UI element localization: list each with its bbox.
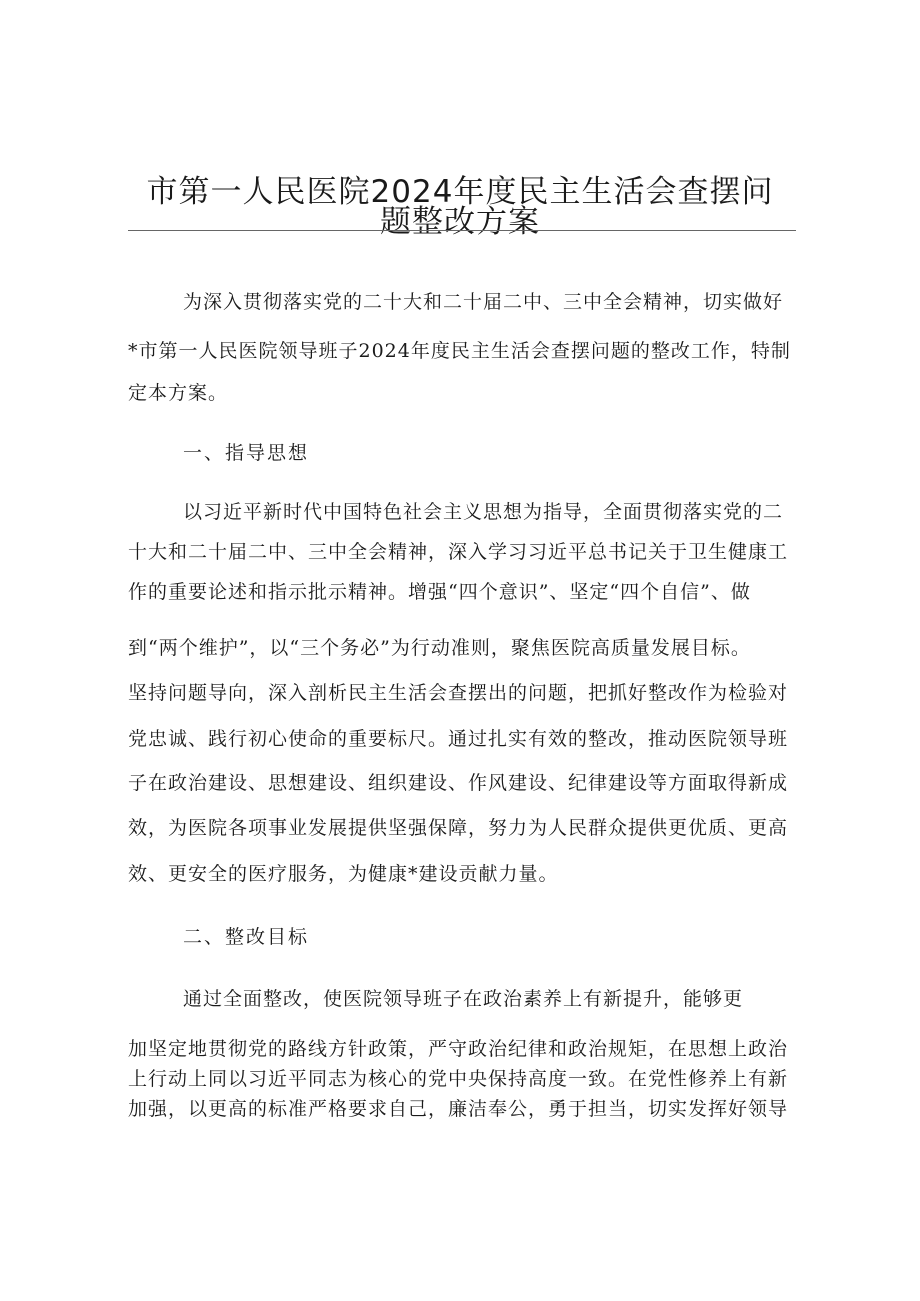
paragraph-line: 党忠诚、践行初心使命的重要标尺。通过扎实有效的整改，推动医院领导班 (128, 728, 789, 750)
paragraph-line: 到“两个维护”，以“三个务必”为行动准则，聚焦医院高质量发展目标。 (128, 637, 751, 659)
paragraph-line: 子在政治建设、思想建设、组织建设、作风建设、纪律建设等方面取得新成 (128, 772, 789, 794)
paragraph-line: 作的重要论述和指示批示精神。增强“四个意识”、坚定“四个自信”、做 (128, 581, 751, 603)
paragraph-line: 效，为医院各项事业发展提供坚强保障，努力为人民群众提供更优质、更高 (128, 817, 789, 839)
intro-line: 定本方案。 (128, 382, 229, 404)
intro-line: 为深入贯彻落实党的二十大和二十届二中、三中全会精神，切实做好 (183, 291, 784, 313)
paragraph-line: 十大和二十届二中、三中全会精神，深入学习习近平总书记关于卫生健康工 (128, 541, 789, 563)
paragraph-line: 加坚定地贯彻党的路线方针政策，严守政治纪律和政治规矩，在思想上政治 (128, 1038, 789, 1060)
section-heading-guiding-thought: 一、指导思想 (183, 442, 310, 464)
document-title-line-2: 题整改方案 (380, 204, 540, 240)
section-heading-rectification-goals: 二、整改目标 (183, 926, 310, 948)
document-title-line-1: 市第一人民医院2024年度民主生活会查摆问 (146, 174, 774, 210)
paragraph-line: 加强，以更高的标准严格要求自己，廉洁奉公，勇于担当，切实发挥好领导 (128, 1098, 789, 1120)
paragraph-line: 效、更安全的医疗服务，为健康*建设贡献力量。 (128, 863, 559, 885)
paragraph-line: 以习近平新时代中国特色社会主义思想为指导，全面贯彻落实党的二 (183, 501, 784, 523)
paragraph-line: 通过全面整改，使医院领导班子在政治素养上有新提升，能够更 (183, 988, 744, 1010)
paragraph-line: 上行动上同以习近平同志为核心的党中央保持高度一致。在党性修养上有新 (128, 1068, 789, 1090)
paragraph-line: 坚持问题导向，深入剖析民主生活会查摆出的问题，把抓好整改作为检验对 (128, 682, 789, 704)
intro-line: *市第一人民医院领导班子2024年度民主生活会查摆问题的整改工作，特制 (128, 340, 791, 362)
title-underline (128, 230, 796, 231)
